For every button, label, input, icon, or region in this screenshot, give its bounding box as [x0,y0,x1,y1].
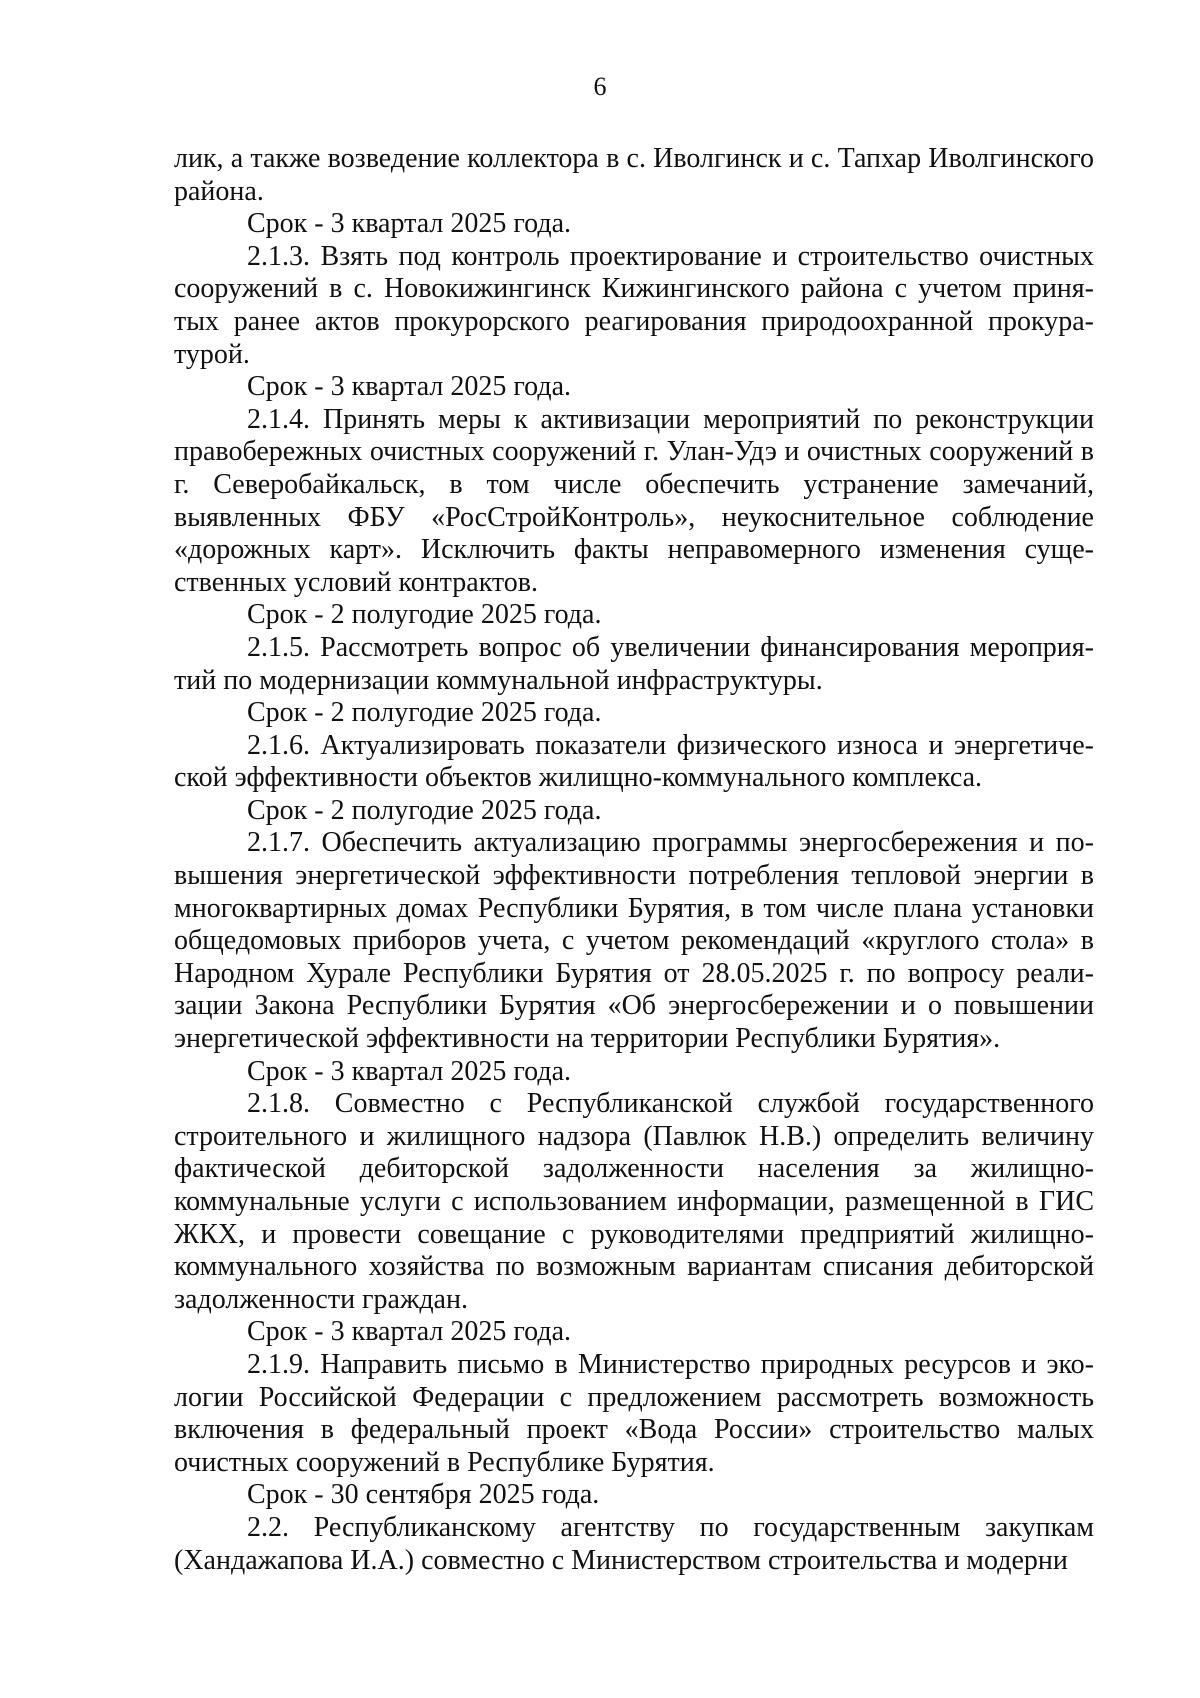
paragraph: 2.1.7. Обеспечить актуализацию программы энергосбережения и повышения энергетической эффективности потребления тепловой энергии в многоквартирных домах Республики Бурятия, в том числе плана установки общедомовых приборов учета, с учетом рекомендаций «круглого стола» в Народном Хурале Республики Бурятия от 28.05.2025 г. по вопросу реализации Закона Республики Бурятия «Об энергосбережении и о повышении энергетической эффективности на территории Республики Бурятия». [174,827,1094,1055]
paragraph: лик, а также возведение коллектора в с. Иволгинск и с. Тапхар Иволгинского района. [174,143,1094,207]
paragraph: Срок - 2 полугодие 2025 года. [247,697,602,729]
paragraph: Срок - 3 квартал 2025 года. [247,208,571,240]
paragraph: Срок - 2 полугодие 2025 года. [247,794,602,826]
paragraph: Срок - 30 сентября 2025 года. [247,1479,600,1511]
paragraph: Срок - 3 квартал 2025 года. [247,371,571,403]
paragraph: 2.1.4. Принять меры к активизации мероприятий по реконструкции правобережных очистных сооружений г. Улан-Удэ и очистных сооружений в г. Северобайкальск, в том числе обеспечить устранение замечаний, выявленных ФБУ «РосСтройКонтроль», неукоснительное соблюдение «дорожных карт». Исключить факты неправомерного изменения существенных условий контрактов. [174,403,1094,598]
document-body [174,143,1094,1577]
paragraph: 2.2. Республиканскому агентству по государственным закупкам (Хандажапова И.А.) совместно с Министерством строительства и модерни [174,1511,1094,1576]
paragraph: 2.1.3. Взять под контроль проектирование и строительство очистных сооружений в с. Новокижингинск Кижингинского района с учетом принятых ранее актов прокурорского реагирования природоохранной прокуратурой. [174,240,1094,370]
page-number: 6 [593,72,607,101]
paragraph: Срок - 3 квартал 2025 года. [247,1055,571,1087]
paragraph: 2.1.8. Совместно с Республиканской службой государственного строительного и жилищного надзора (Павлюк Н.В.) определить величину фактической дебиторской задолженности населения за жилищно-коммунальные услуги с использованием информации, размещенной в ГИС ЖКХ, и провести совещание с руководителями предприятий жилищно-коммунального хозяйства по возможным вариантам списания дебиторской задолженности граждан. [174,1088,1094,1315]
paragraph: 2.1.5. Рассмотреть вопрос об увеличении финансирования мероприятий по модернизации коммунальной инфраструктуры. [174,631,1094,696]
paragraph: 2.1.6. Актуализировать показатели физического износа и энергетической эффективности объектов жилищно-коммунального комплекса. [174,729,1094,794]
paragraph: Срок - 2 полугодие 2025 года. [247,599,602,631]
paragraph: Срок - 3 квартал 2025 года. [247,1316,571,1348]
paragraph: 2.1.9. Направить письмо в Министерство природных ресурсов и экологии Российской Федерации с предложением рассмотреть возможность включения в федеральный проект «Вода России» строительство малых очистных сооружений в Республике Бурятия. [174,1348,1094,1478]
